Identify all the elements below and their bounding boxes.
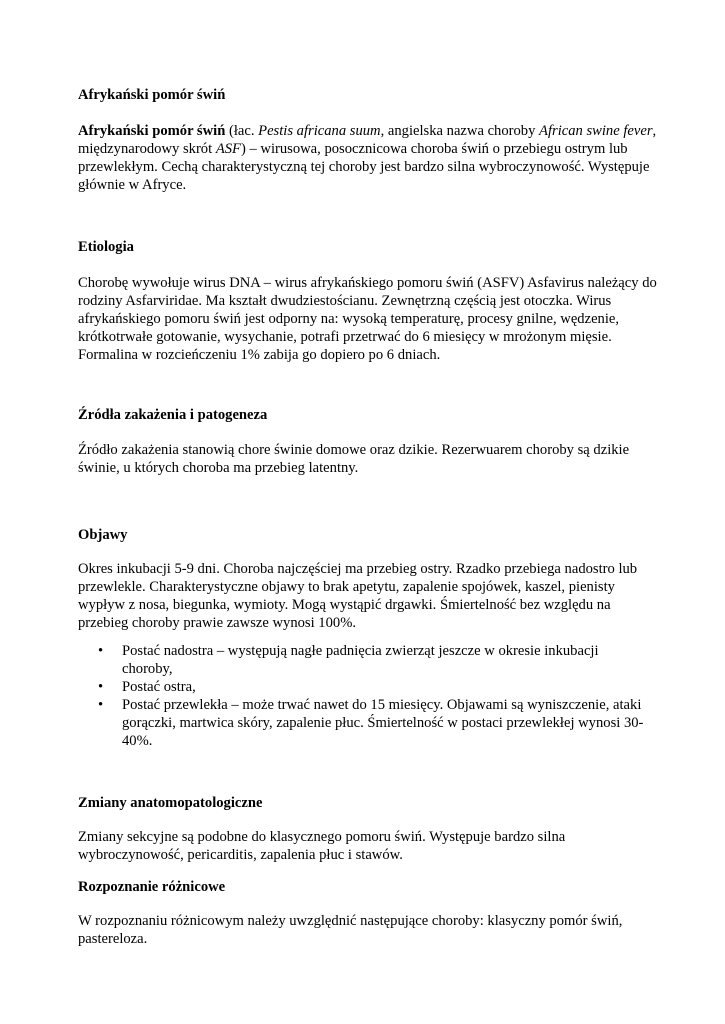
heading-pathology: Zmiany anatomopatologiczne bbox=[78, 795, 263, 811]
document-title: Afrykański pomór świń bbox=[78, 87, 226, 103]
pathology-paragraph: Zmiany sekcyjne są podobne do klasycznego pomoru świń. Występuje bardzo silna wybroczynowość, pericarditis, zapalenia płuc i stawów. bbox=[78, 829, 566, 863]
list-item bbox=[78, 678, 648, 696]
intro-text-1: (łac. bbox=[225, 123, 259, 139]
intro-text-4: ) – wirusowa, posocznicowa choroba świń o przebiegu ostrym lub przewlekłym. Cechą charakterystyczną tej choroby jest bardzo silna wybroczynowość. Występuje głównie w Afryce. bbox=[78, 141, 650, 193]
list-item-text: Postać nadostra – występują nagłe padnięcia zwierząt jeszcze w okresie inkubacji choroby, bbox=[122, 643, 599, 677]
heading-sources: Źródła zakażenia i patogeneza bbox=[78, 407, 268, 423]
intro-latin-name: Pestis africana suum bbox=[258, 123, 381, 139]
heading-differential: Rozpoznanie różnicowe bbox=[78, 879, 226, 895]
intro-text-3: , międzynarodowy skrót bbox=[78, 123, 657, 157]
list-item bbox=[78, 696, 648, 750]
intro-english-name: African swine fever bbox=[539, 123, 653, 139]
list-item bbox=[78, 642, 648, 678]
list-item-text: Postać ostra, bbox=[122, 679, 196, 695]
bullet-icon: • bbox=[98, 679, 104, 695]
sources-paragraph: Źródło zakażenia stanowią chore świnie domowe oraz dzikie. Rezerwuarem choroby są dzikie świnie, u których choroba ma przebieg latentny. bbox=[78, 442, 630, 476]
heading-symptoms: Objawy bbox=[78, 527, 128, 543]
heading-etiology: Etiologia bbox=[78, 239, 134, 255]
bullet-icon: • bbox=[98, 697, 104, 713]
symptoms-paragraph: Okres inkubacji 5-9 dni. Choroba najczęściej ma przebieg ostry. Rzadko przebiega nadostro lub przewlekle. Charakterystyczne objawy to brak apetytu, zapalenie spojówek, kaszel, pienisty wypływ z nosa, biegunka, wymioty. Mogą wystąpić drgawki. Śmiertelność bez względu na przebieg choroby prawie zawsze wynosi 100%. bbox=[78, 561, 638, 631]
list-item-text: Postać przewlekła – może trwać nawet do 15 miesięcy. Objawami są wyniszczenie, ataki gorączki, martwica skóry, zapalenie płuc. Śmiertelność w postaci przewlekłej wynosi 30-40%. bbox=[122, 697, 644, 749]
etiology-paragraph: Chorobę wywołuje wirus DNA – wirus afrykańskiego pomoru świń (ASFV) Asfavirus należący do rodziny Asfarviridae. Ma kształt dwudziestościanu. Zewnętrzną częścią jest otoczka. Wirus afrykańskiego pomoru świń jest odporny na: wysoką temperaturę, procesy gnilne, wędzenie, krótkotrwałe gotowanie, wysychanie, potrafi przetrwać do 6 miesięcy w mrożonym mięsie. Formalina w rozcieńczeniu 1% zabija go dopiero po 6 dniach. bbox=[78, 275, 657, 363]
intro-abbrev: ASF bbox=[215, 141, 241, 157]
bullet-icon: • bbox=[98, 643, 104, 659]
intro-text-2: , angielska nazwa choroby bbox=[380, 123, 540, 139]
intro-paragraph bbox=[78, 122, 658, 194]
differential-paragraph: W rozpoznaniu różnicowym należy uwzględnić następujące choroby: klasyczny pomór świń, pastereloza. bbox=[78, 913, 623, 947]
forms-list bbox=[78, 642, 658, 750]
intro-term: Afrykański pomór świń bbox=[78, 123, 226, 139]
